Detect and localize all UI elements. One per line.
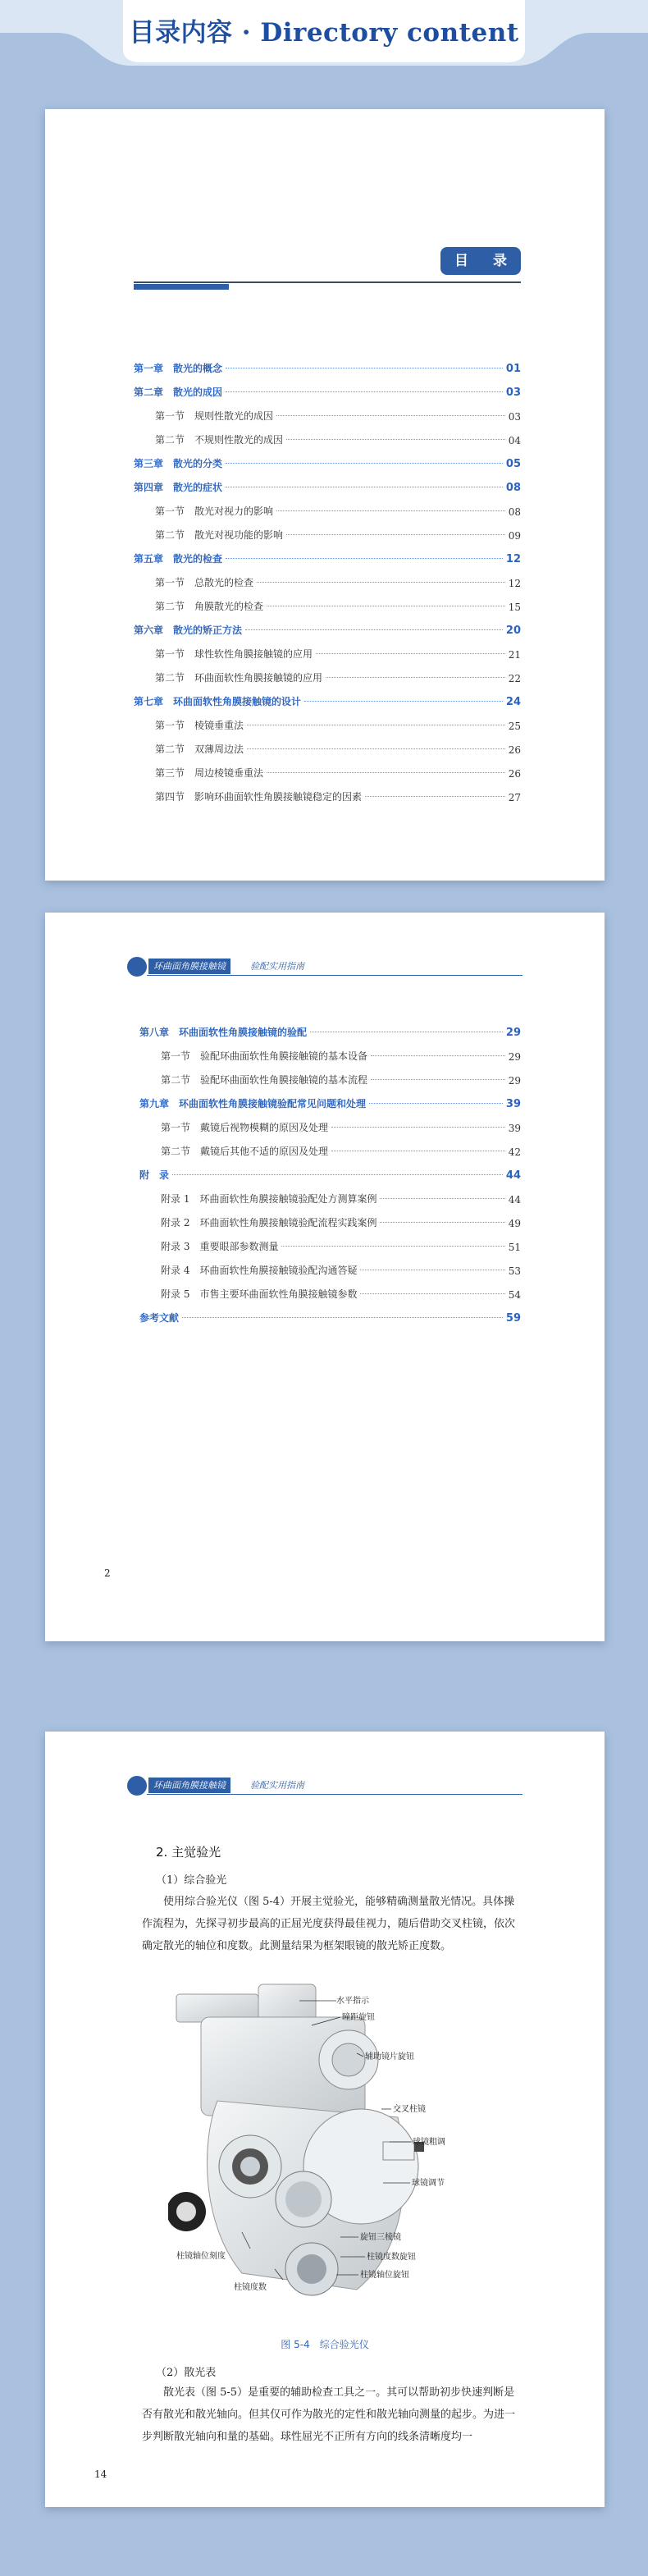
toc-section-entry[interactable] (139, 1277, 521, 1301)
toc-leader-dots (371, 1055, 505, 1056)
toc-entry-page: 24 (505, 696, 521, 708)
toc-entry-page: 49 (508, 1218, 521, 1229)
toc-entry-page: 01 (505, 363, 521, 375)
toc-entry-label: 附录 3 重要眼部参数测量 (161, 1241, 279, 1252)
toc-chapter-entry[interactable] (139, 1087, 521, 1110)
content-page (45, 1732, 605, 2507)
toc-leader-dots (365, 796, 505, 797)
toc-entry-page: 05 (505, 458, 521, 470)
header-book-subtitle: 验配实用指南 (250, 961, 304, 972)
toc-leader-dots (360, 1293, 504, 1294)
toc-leader-dots (276, 415, 505, 416)
toc-section-entry[interactable] (134, 732, 521, 756)
toc-chapter-entry[interactable] (134, 446, 521, 470)
toc-entry-label: 第二章 散光的成因 (134, 387, 223, 398)
toc-leader-dots (286, 439, 505, 440)
toc-entry-page: 03 (505, 387, 521, 399)
toc-entry-label: 第二节 角膜散光的检查 (155, 601, 264, 612)
running-header (127, 1773, 523, 1797)
toc-entry-label: 附录 1 环曲面软性角膜接触镜验配处方测算案例 (161, 1193, 377, 1205)
toc-section-entry[interactable] (134, 637, 521, 661)
toc-entry-label: 第二节 验配环曲面软性角膜接触镜的基本流程 (161, 1074, 368, 1086)
header-book-subtitle: 验配实用指南 (250, 1780, 304, 1791)
toc-entry-page: 54 (508, 1289, 521, 1301)
running-header (127, 954, 523, 978)
toc-entry-label: 第一节 散光对视力的影响 (155, 506, 274, 517)
header-book-title: 环曲面角膜接触镜 (148, 1778, 230, 1793)
figure-label: 瞳距旋钮 (342, 2013, 375, 2022)
toc-chapter-entry[interactable] (139, 1301, 521, 1325)
toc-entry-page: 08 (508, 506, 521, 518)
toc-entry-page: 08 (505, 482, 521, 494)
toc-chapter-entry[interactable] (139, 1158, 521, 1182)
toc-leader-dots (304, 701, 503, 702)
toc-entry-label: 第三章 散光的分类 (134, 458, 223, 469)
toc-entry-page: 09 (508, 530, 521, 542)
toc-entry-label: 第一节 总散光的检查 (155, 577, 254, 588)
toc-entry-page: 51 (508, 1242, 521, 1253)
toc-entry-label: 附录 5 市售主要环曲面软性角膜接触镜参数 (161, 1288, 358, 1300)
toc-leader-dots (380, 1222, 504, 1223)
page-number: 14 (94, 2468, 107, 2480)
toc-leader-dots (226, 558, 503, 559)
toc-entry-label: 第二节 环曲面软性角膜接触镜的应用 (155, 672, 323, 684)
toc-leader-dots (276, 510, 505, 511)
toc-chapter-entry[interactable] (134, 542, 521, 565)
toc-entry-page: 44 (505, 1169, 521, 1182)
toc-leader-dots (316, 653, 505, 654)
toc-entry-page: 27 (508, 792, 521, 803)
toc-list (139, 1015, 521, 1325)
toc-section-entry[interactable] (134, 494, 521, 518)
toc-entry-label: 第二节 不规则性散光的成因 (155, 434, 284, 446)
toc-leader-dots (380, 1198, 504, 1199)
toc-leader-dots (172, 1174, 503, 1175)
toc-entry-label: 第五章 散光的检查 (134, 553, 223, 565)
toc-leader-dots (182, 1317, 503, 1318)
toc-entry-label: 附录 4 环曲面软性角膜接触镜验配沟通答疑 (161, 1265, 358, 1276)
toc-page-2 (45, 913, 605, 1641)
toc-entry-page: 03 (508, 411, 521, 423)
toc-section-entry[interactable] (139, 1039, 521, 1063)
logo-icon (127, 1776, 147, 1796)
toc-section-entry[interactable] (139, 1253, 521, 1277)
figure-label: 辅助镜片旋钮 (365, 2052, 414, 2061)
toc-leader-dots (245, 629, 503, 630)
figure-label: 柱镜轴位旋钮 (360, 2271, 409, 2280)
toc-entry-page: 26 (508, 768, 521, 780)
figure-caption: 图 5-4 综合验光仪 (281, 2339, 369, 2350)
toc-section-entry[interactable] (139, 1134, 521, 1158)
toc-entry-page: 25 (508, 721, 521, 732)
toc-entry-page: 04 (508, 435, 521, 446)
header-rule (147, 1794, 523, 1795)
toc-leader-dots (369, 1103, 503, 1104)
paragraph: 使用综合验光仪（图 5-4）开展主觉验光，能够精确测量散光情况。具体操作流程为，先探寻初步最高的正屈光度获得最佳视力，随后借助交叉柱镜，依次确定散光的轴位和度数。此测量结果为框架眼镜的散光矫正度数。 (142, 1896, 516, 1952)
toc-entry-label: 第四章 散光的症状 (134, 482, 223, 493)
toc-leader-dots (226, 463, 503, 464)
toc-entry-page: 39 (508, 1123, 521, 1134)
toc-entry-label: 第一节 验配环曲面软性角膜接触镜的基本设备 (161, 1050, 368, 1062)
toc-list (134, 351, 521, 803)
toc-entry-page: 44 (508, 1194, 521, 1206)
header-rule (147, 975, 523, 976)
toc-entry-page: 53 (508, 1265, 521, 1277)
toc-chapter-entry[interactable] (134, 470, 521, 494)
figure-label: 交叉柱镜 (393, 2105, 426, 2114)
toc-entry-page: 15 (508, 602, 521, 613)
toc-leader-dots (247, 748, 505, 749)
toc-leader-dots (286, 534, 505, 535)
toc-entry-label: 第二节 戴镜后其他不适的原因及处理 (161, 1146, 329, 1157)
figure-label: 球镜粗调 (413, 2138, 445, 2147)
figure-label: 旋钮三棱镜 (360, 2233, 401, 2242)
toc-entry-label: 附录 2 环曲面软性角膜接触镜验配流程实践案例 (161, 1217, 377, 1229)
figure-label: 柱镜度数 (234, 2283, 267, 2292)
toc-entry-label: 参考文献 (139, 1312, 180, 1324)
toc-section-entry[interactable] (139, 1229, 521, 1253)
toc-title: 目 录 (440, 247, 521, 275)
toc-section-entry[interactable] (134, 423, 521, 446)
toc-entry-label: 第二节 双薄周边法 (155, 744, 244, 755)
toc-section-entry[interactable] (134, 756, 521, 780)
toc-section-entry[interactable] (134, 780, 521, 803)
toc-section-entry[interactable] (139, 1182, 521, 1206)
toc-entry-label: 第一节 规则性散光的成因 (155, 410, 274, 422)
toc-section-entry[interactable] (134, 708, 521, 732)
toc-entry-label: 第一章 散光的概念 (134, 363, 223, 374)
figure-label: 柱镜度数旋钮 (367, 2253, 416, 2262)
toc-entry-page: 22 (508, 673, 521, 684)
section-heading: 2. 主觉验光 (156, 1845, 221, 1860)
toc-section-entry[interactable] (139, 1063, 521, 1087)
toc-section-entry[interactable] (134, 589, 521, 613)
toc-entry-page: 20 (505, 625, 521, 637)
toc-entry-page: 29 (508, 1051, 521, 1063)
toc-entry-label: 第八章 环曲面软性角膜接触镜的验配 (139, 1027, 308, 1038)
toc-entry-page: 29 (505, 1027, 521, 1039)
figure-label: 柱镜轴位刻度 (176, 2252, 226, 2261)
toc-entry-page: 59 (505, 1312, 521, 1325)
toc-leader-dots (226, 391, 503, 392)
toc-section-entry[interactable] (134, 661, 521, 684)
toc-entry-page: 26 (508, 744, 521, 756)
toc-leader-dots (326, 677, 505, 678)
toc-entry-label: 第三节 周边棱镜垂重法 (155, 767, 264, 779)
toc-section-entry[interactable] (134, 399, 521, 423)
toc-section-entry[interactable] (134, 518, 521, 542)
figure-label: 球镜调节 (412, 2179, 445, 2188)
paragraph: 散光表（图 5-5）是重要的辅助检查工具之一。其可以帮助初步快速判断是否有散光和散光轴向。但其仅可作为散光的定性和散光轴向测量的起步。为进一步判断散光轴向和量的基础。球性屈光不正所有方向的线条清晰度均一 (142, 2386, 516, 2443)
toc-divider (134, 281, 521, 283)
toc-entry-label: 第九章 环曲面软性角膜接触镜验配常见问题和处理 (139, 1098, 367, 1110)
toc-entry-label: 第六章 散光的矫正方法 (134, 625, 243, 636)
toc-entry-label: 第四节 影响环曲面软性角膜接触镜稳定的因素 (155, 791, 363, 803)
toc-entry-page: 12 (505, 553, 521, 565)
toc-leader-dots (331, 1127, 505, 1128)
toc-leader-dots (371, 1079, 505, 1080)
toc-leader-dots (281, 1246, 504, 1247)
toc-entry-label: 第一节 棱镜垂重法 (155, 720, 244, 731)
toc-entry-page: 21 (508, 649, 521, 661)
page-number: 2 (104, 1567, 111, 1579)
toc-entry-label: 第一节 球性软性角膜接触镜的应用 (155, 648, 313, 660)
toc-chapter-entry[interactable] (134, 351, 521, 375)
toc-leader-dots (267, 772, 505, 773)
toc-entry-page: 39 (505, 1098, 521, 1110)
toc-page-1 (45, 109, 605, 881)
toc-entry-label: 第七章 环曲面软性角膜接触镜的设计 (134, 696, 302, 707)
toc-section-entry[interactable] (134, 565, 521, 589)
toc-entry-label: 第一节 戴镜后视物模糊的原因及处理 (161, 1122, 329, 1133)
toc-leader-dots (257, 582, 505, 583)
toc-chapter-entry[interactable] (139, 1015, 521, 1039)
toc-entry-page: 12 (508, 578, 521, 589)
toc-chapter-entry[interactable] (134, 613, 521, 637)
toc-chapter-entry[interactable] (134, 375, 521, 399)
banner-title: 目录内容 · Directory content (129, 18, 519, 48)
toc-entry-page: 29 (508, 1075, 521, 1087)
subsection-heading: （1）综合验光 (156, 1874, 227, 1887)
subsection-heading: （2）散光表 (156, 2367, 217, 2379)
toc-divider-accent (134, 284, 229, 290)
toc-chapter-entry[interactable] (134, 684, 521, 708)
toc-section-entry[interactable] (139, 1110, 521, 1134)
header-book-title: 环曲面角膜接触镜 (148, 959, 230, 974)
figure-label: 水平指示 (336, 1997, 369, 2006)
toc-section-entry[interactable] (139, 1206, 521, 1229)
toc-entry-label: 第二节 散光对视功能的影响 (155, 529, 284, 541)
toc-entry-page: 42 (508, 1146, 521, 1158)
logo-icon (127, 957, 147, 977)
phoropter-figure (168, 1978, 521, 2322)
toc-entry-label: 附 录 (139, 1169, 170, 1181)
